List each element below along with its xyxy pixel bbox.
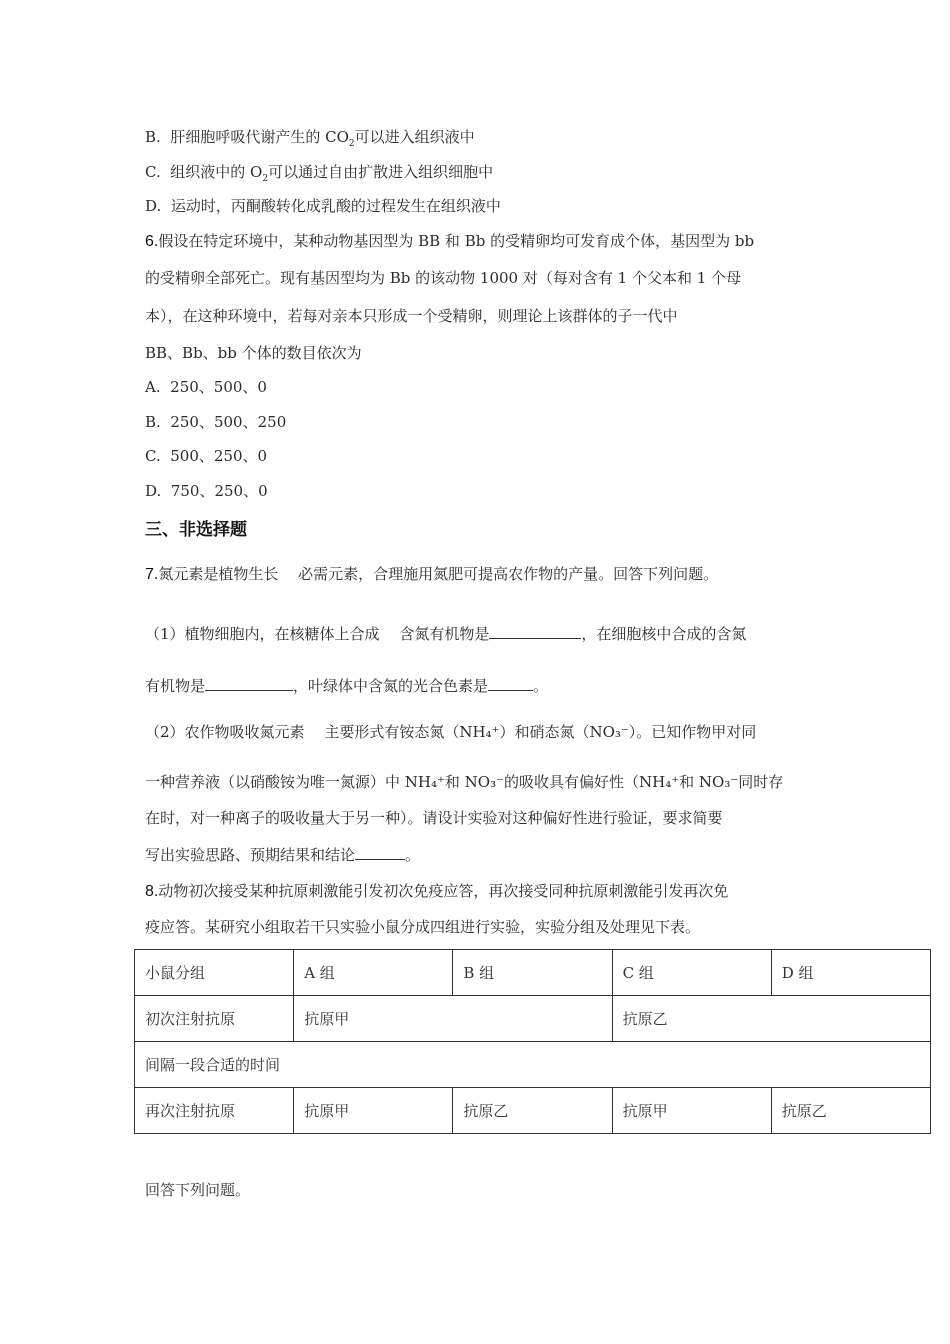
table-header-row — [135, 950, 931, 996]
q6-stem-line-3 — [145, 306, 678, 326]
table-cell: D 组 — [771, 950, 930, 996]
table-cell: 间隔一段合适的时间 — [135, 1042, 931, 1088]
option-label: D. — [145, 197, 162, 215]
q7-part2-line1 — [145, 722, 756, 742]
option-label: A. — [145, 378, 161, 396]
question-number: 8. — [145, 883, 159, 900]
q7-part1-line1 — [145, 624, 746, 644]
option-text: 可以进入组织液中 — [354, 128, 475, 146]
stem-text: 疫应答。某研究小组取若干只实验小鼠分成四组进行实验，实验分组及处理见下表。 — [145, 918, 701, 936]
table-cell: 再次注射抗原 — [135, 1088, 294, 1134]
answer-blank[interactable] — [489, 624, 581, 639]
stem-text: 有机物是 — [145, 677, 206, 695]
stem-text: 氮元素是植物生长 必需元素，合理施用氮肥可提高农作物的产量。回答下列问题。 — [158, 565, 719, 583]
stem-text: 写出实验思路、预期结果和结论 — [145, 846, 356, 864]
stem-text: ，在细胞核中合成的含氮 — [581, 625, 747, 643]
q6-stem-line-4 — [145, 343, 362, 363]
q7-part2-line4 — [145, 845, 420, 865]
q8-stem-line-2 — [145, 917, 700, 937]
table-cell: 抗原甲 — [294, 996, 612, 1042]
answer-blank[interactable] — [488, 676, 533, 691]
table-cell: 抗原乙 — [771, 1088, 930, 1134]
subscript: 2 — [262, 174, 269, 184]
stem-text: 动物初次接受某种抗原刺激能引发初次免疫应答，再次接受同种抗原刺激能引发再次免 — [158, 882, 729, 900]
option-label: B. — [145, 413, 161, 431]
stem-text: 在时，对一种离子的吸收量大于另一种）。请设计实验对这种偏好性进行验证，要求简要 — [145, 809, 723, 827]
table-cell: 小鼠分组 — [135, 950, 294, 996]
answer-blank[interactable] — [355, 845, 405, 860]
option-text: 肝细胞呼吸代谢产生的 CO — [170, 128, 349, 146]
q7-intro — [145, 564, 718, 585]
stem-text: 假设在特定环境中，某种动物基因型为 BB 和 Bb 的受精卵均可发育成个体，基因型为 bb — [158, 232, 755, 250]
stem-text: （2）农作物吸收氮元素 主要形式有铵态氮（NH₄⁺）和硝态氮（NO₃⁻）。已知作物甲对同 — [145, 723, 757, 741]
table-cell: 抗原乙 — [453, 1088, 612, 1134]
stem-text: 。 — [405, 846, 421, 864]
question-number: 6. — [145, 233, 159, 250]
q6-stem-line-2 — [145, 268, 741, 288]
subscript: 2 — [348, 139, 355, 149]
q5-option-b — [145, 127, 475, 154]
q7-part1-line2 — [145, 676, 548, 696]
option-label: B. — [145, 128, 161, 146]
q5-option-c — [145, 162, 493, 189]
option-text: 750、250、0 — [170, 482, 268, 500]
table-cell: 抗原甲 — [294, 1088, 453, 1134]
option-text: 500、250、0 — [170, 447, 268, 465]
option-label: C. — [145, 163, 161, 181]
option-text: 可以通过自由扩散进入组织细胞中 — [268, 163, 494, 181]
q7-part2-line3 — [145, 808, 723, 828]
q6-option-a — [145, 377, 267, 397]
table-cell: 抗原乙 — [612, 996, 930, 1042]
table-cell: 初次注射抗原 — [135, 996, 294, 1042]
stem-text: 本），在这种环境中，若每对亲本只形成一个受精卵，则理论上该群体的子一代中 — [145, 307, 678, 325]
table-row-first-injection — [135, 996, 931, 1042]
stem-text: 一种营养液（以硝酸铵为唯一氮源）中 NH₄⁺和 NO₃⁻的吸收具有偏好性（NH₄⁺和 NO₃⁻同时存 — [145, 773, 784, 791]
experiment-table — [134, 949, 931, 1134]
stem-text: （1）植物细胞内，在核糖体上合成 含氮有机物是 — [145, 625, 490, 643]
stem-text: ，叶绿体中含氮的光合色素是 — [293, 677, 489, 695]
table-cell: 抗原甲 — [612, 1088, 771, 1134]
table-cell: B 组 — [453, 950, 612, 996]
section-title: 三、非选择题 — [145, 520, 247, 540]
stem-text: 的受精卵全部死亡。现有基因型均为 Bb 的该动物 1000 对（每对含有 1 个父本和 1 个母 — [145, 269, 742, 287]
q5-option-d — [145, 196, 501, 216]
option-text: 250、500、0 — [170, 378, 267, 396]
option-text: 运动时，丙酮酸转化成乳酸的过程发生在组织液中 — [170, 197, 501, 215]
option-text: 组织液中的 O — [170, 163, 263, 181]
q8-after-table: 回答下列问题。 — [145, 1181, 251, 1199]
option-text: 250、500、250 — [170, 413, 287, 431]
q6-option-b — [145, 412, 286, 432]
q6-stem-line-1 — [145, 231, 754, 252]
table-cell: A 组 — [294, 950, 453, 996]
table-row-interval — [135, 1042, 931, 1088]
answer-blank[interactable] — [205, 676, 293, 691]
stem-text: BB、Bb、bb 个体的数目依次为 — [145, 344, 362, 362]
q6-option-d — [145, 481, 268, 501]
option-label: C. — [145, 447, 161, 465]
table-cell: C 组 — [612, 950, 771, 996]
question-number: 7. — [145, 566, 159, 583]
q8-stem-line-1 — [145, 881, 728, 902]
q7-part2-line2 — [145, 772, 783, 792]
stem-text: 。 — [533, 677, 549, 695]
table-row-second-injection — [135, 1088, 931, 1134]
q6-option-c — [145, 446, 267, 466]
option-label: D. — [145, 482, 162, 500]
